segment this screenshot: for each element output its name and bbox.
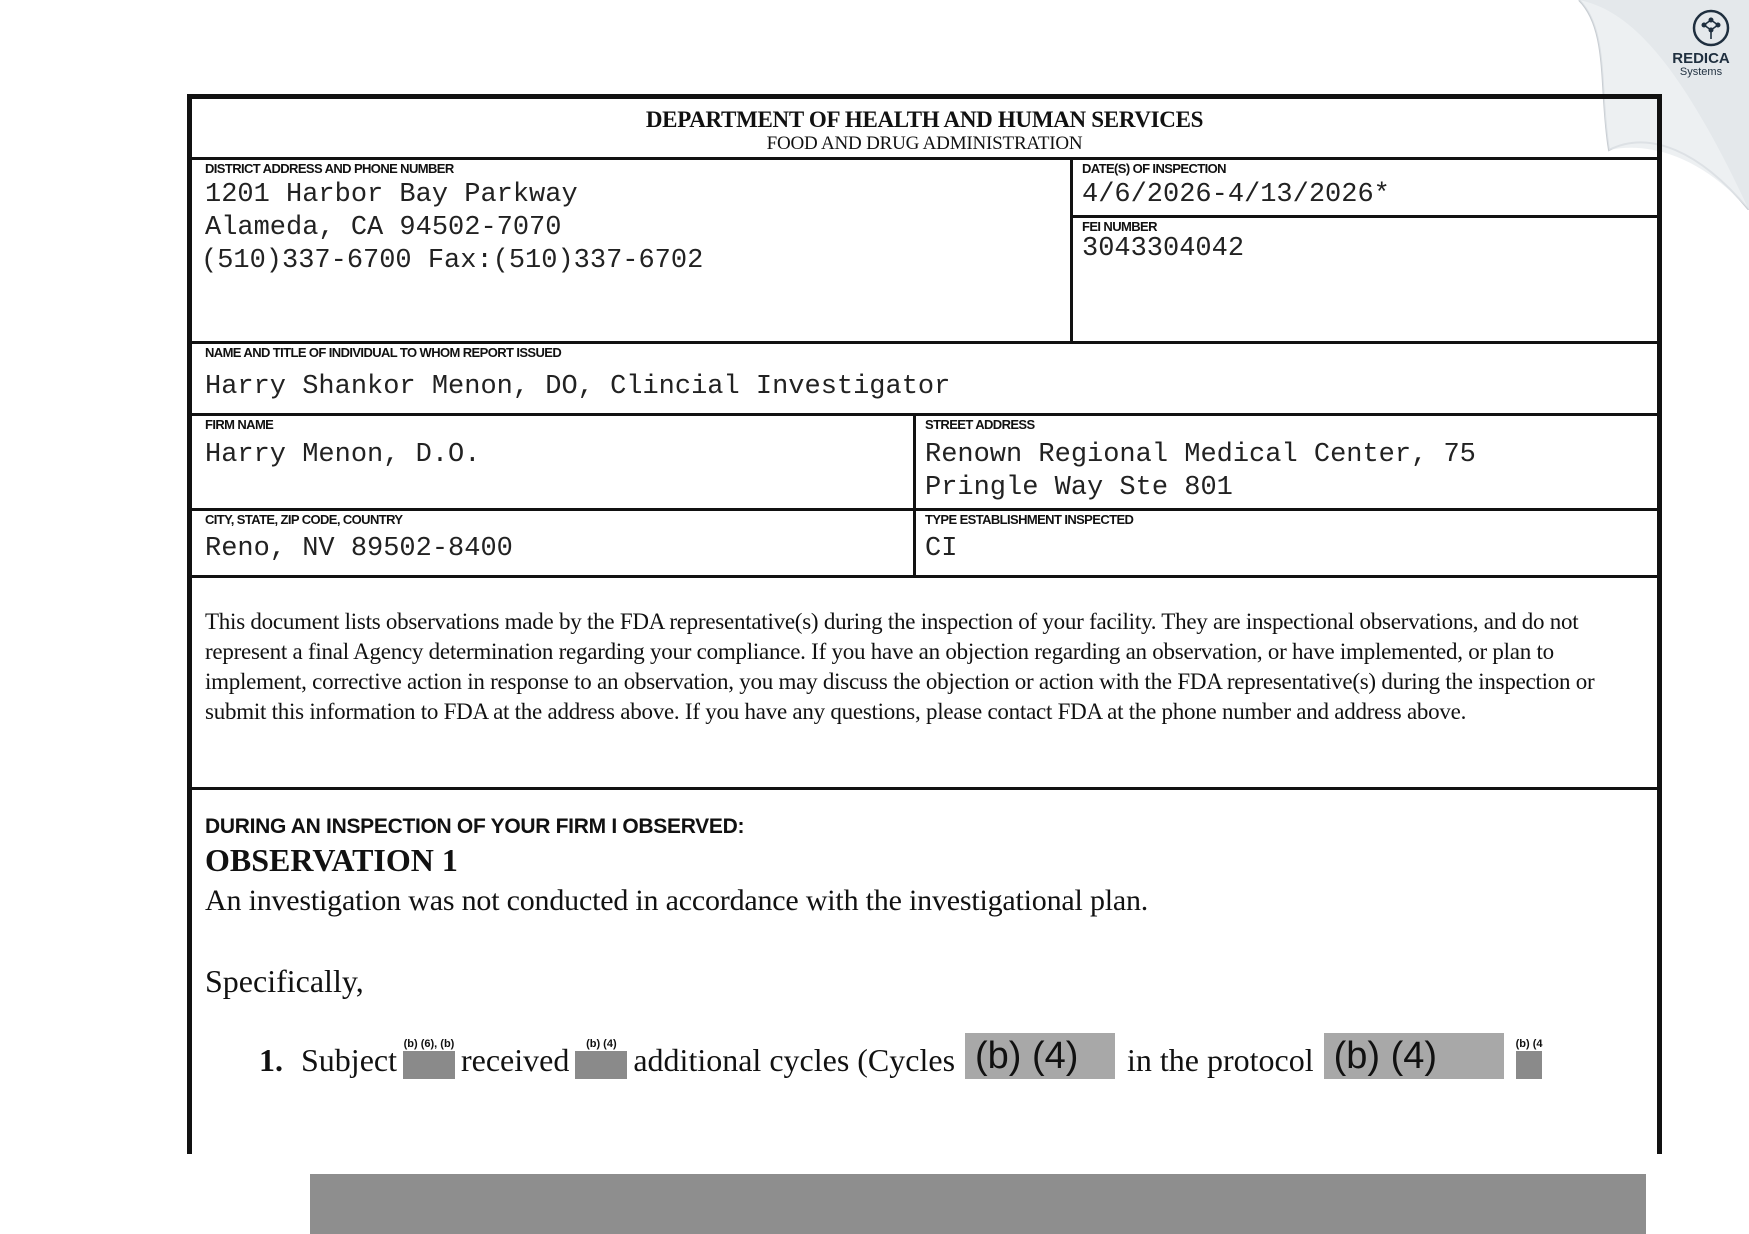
item-text: received: [460, 1042, 570, 1078]
redaction-mark: (b) (4: [1516, 1037, 1542, 1079]
item-number: 1.: [259, 1042, 283, 1078]
disclaimer-paragraph: This document lists observations made by the FDA representative(s) during the inspection of your facility. They are inspectional observations, and do not represent a final Agency determination regarding your compliance. If you have an objection regarding an observation, or have implemented, or plan to implement, corrective action in response to an observation, you may discuss the objection or action with the FDA representative(s) during the inspection or submit this information to FDA at the address above. If you have any questions, please contact FDA at the phone number and address above.: [205, 609, 1595, 724]
redica-logo-name: REDICA: [1672, 50, 1730, 67]
divider: [913, 413, 916, 577]
district-address-line2: Alameda, CA 94502-7070: [205, 213, 562, 243]
fda-483-form: [187, 94, 1662, 1154]
divider: [192, 413, 1657, 416]
redaction-mark: (b) (6), (b): [403, 1037, 455, 1079]
divider: [192, 787, 1657, 790]
establishment-label: TYPE ESTABLISHMENT INSPECTED: [925, 512, 1134, 527]
item-text: in the protocol: [1127, 1042, 1314, 1078]
observations-intro: DURING AN INSPECTION OF YOUR FIRM I OBSERVED:: [205, 815, 745, 838]
individual-label: NAME AND TITLE OF INDIVIDUAL TO WHOM REPORT ISSUED: [205, 345, 562, 360]
street-line1: Renown Regional Medical Center, 75: [925, 440, 1476, 470]
redaction-block: (b) (4): [1324, 1033, 1504, 1079]
firm-label: FIRM NAME: [205, 417, 274, 432]
department-heading: DEPARTMENT OF HEALTH AND HUMAN SERVICES: [645, 107, 1204, 132]
district-phone: (510)337-6700 Fax:(510)337-6702: [201, 246, 704, 276]
divider: [192, 508, 1657, 511]
redica-logo-sub: Systems: [1679, 66, 1723, 78]
divider: [1070, 157, 1073, 343]
inspection-dates-label: DATE(S) OF INSPECTION: [1082, 161, 1226, 176]
redaction-block: [310, 1174, 1646, 1234]
district-address-line1: 1201 Harbor Bay Parkway: [205, 180, 578, 210]
establishment-value: CI: [925, 534, 958, 564]
city-label: CITY, STATE, ZIP CODE, COUNTRY: [205, 512, 403, 527]
redaction-mark: (b) (4): [575, 1037, 627, 1079]
fei-value: 3043304042: [1082, 234, 1245, 264]
specifically-text: Specifically,: [205, 963, 364, 999]
divider: [1070, 215, 1657, 218]
observation-title: OBSERVATION 1: [205, 842, 458, 878]
divider: [192, 575, 1657, 578]
individual-value: Harry Shankor Menon, DO, Clincial Investigator: [205, 372, 951, 402]
divider: [192, 157, 1657, 160]
agency-heading: FOOD AND DRUG ADMINISTRATION: [766, 133, 1083, 154]
divider: [192, 341, 1657, 344]
district-label: DISTRICT ADDRESS AND PHONE NUMBER: [205, 161, 454, 176]
street-line2: Pringle Way Ste 801: [925, 473, 1233, 503]
item-text: additional cycles (Cycles: [633, 1042, 956, 1078]
fei-label: FEI NUMBER: [1082, 219, 1157, 234]
item-text: Subject: [301, 1042, 397, 1078]
redica-logo-icon: [1691, 8, 1731, 48]
inspection-dates-value: 4/6/2026-4/13/2026*: [1082, 180, 1390, 210]
observation-item-1: [259, 1033, 1548, 1079]
firm-value: Harry Menon, D.O.: [205, 440, 481, 470]
city-value: Reno, NV 89502-8400: [205, 534, 513, 564]
redaction-block: (b) (4): [965, 1033, 1115, 1079]
street-label: STREET ADDRESS: [925, 417, 1035, 432]
observation-summary: An investigation was not conducted in accordance with the investigational plan.: [205, 884, 1149, 917]
